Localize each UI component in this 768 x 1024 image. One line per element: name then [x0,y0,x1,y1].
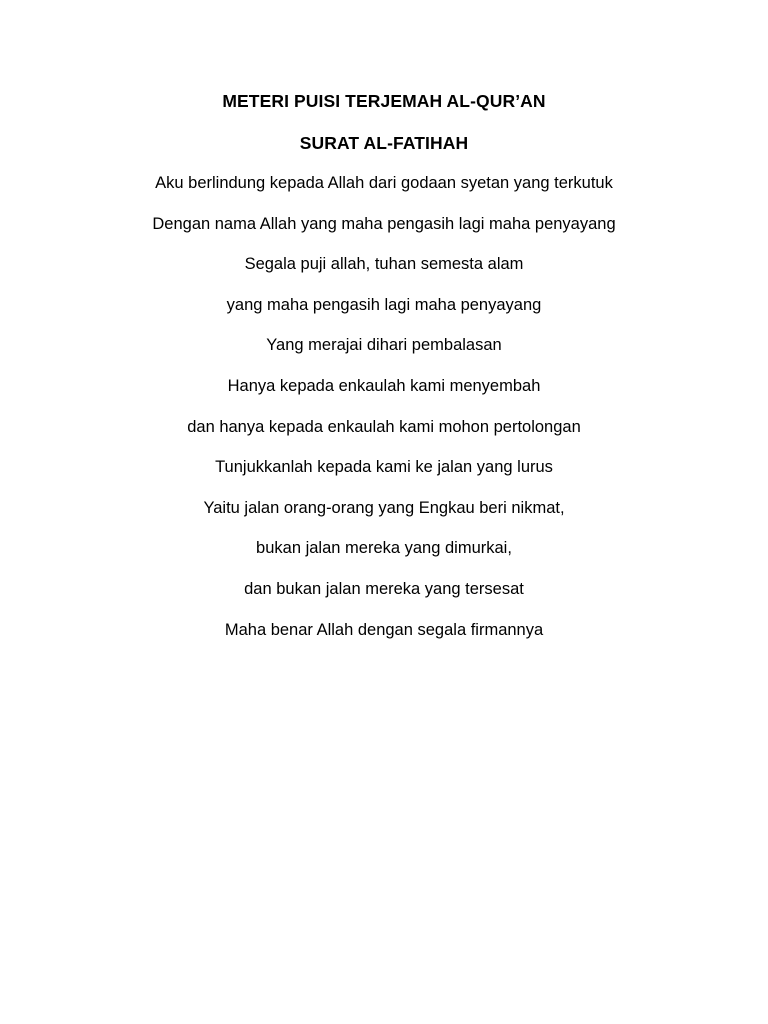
document-subtitle: SURAT AL-FATIHAH [299,133,469,153]
poem-line: Hanya kepada enkaulah kami menyembah [227,376,541,395]
document-title: METERI PUISI TERJEMAH AL-QUR’AN [222,91,546,111]
document-body [0,88,768,657]
poem-line: Yaitu jalan orang-orang yang Engkau beri nikmat, [203,498,565,517]
poem-line: Segala puji allah, tuhan semesta alam [244,255,524,274]
poem-line: Yang merajai dihari pembalasan [266,336,502,355]
poem-line: Maha benar Allah dengan segala firmannya [224,620,544,639]
poem-line: dan hanya kepada enkaulah kami mohon pertolongan [187,417,581,436]
poem-line: Dengan nama Allah yang maha pengasih lagi maha penyayang [152,214,616,233]
poem-line: Tunjukkanlah kepada kami ke jalan yang lurus [215,458,553,477]
poem-lines [0,170,768,643]
poem-line: dan bukan jalan mereka yang tersesat [244,579,524,598]
poem-line: yang maha pengasih lagi maha penyayang [226,295,542,314]
poem-line: Aku berlindung kepada Allah dari godaan syetan yang terkutuk [155,174,613,192]
poem-line: bukan jalan mereka yang dimurkai, [256,539,512,558]
